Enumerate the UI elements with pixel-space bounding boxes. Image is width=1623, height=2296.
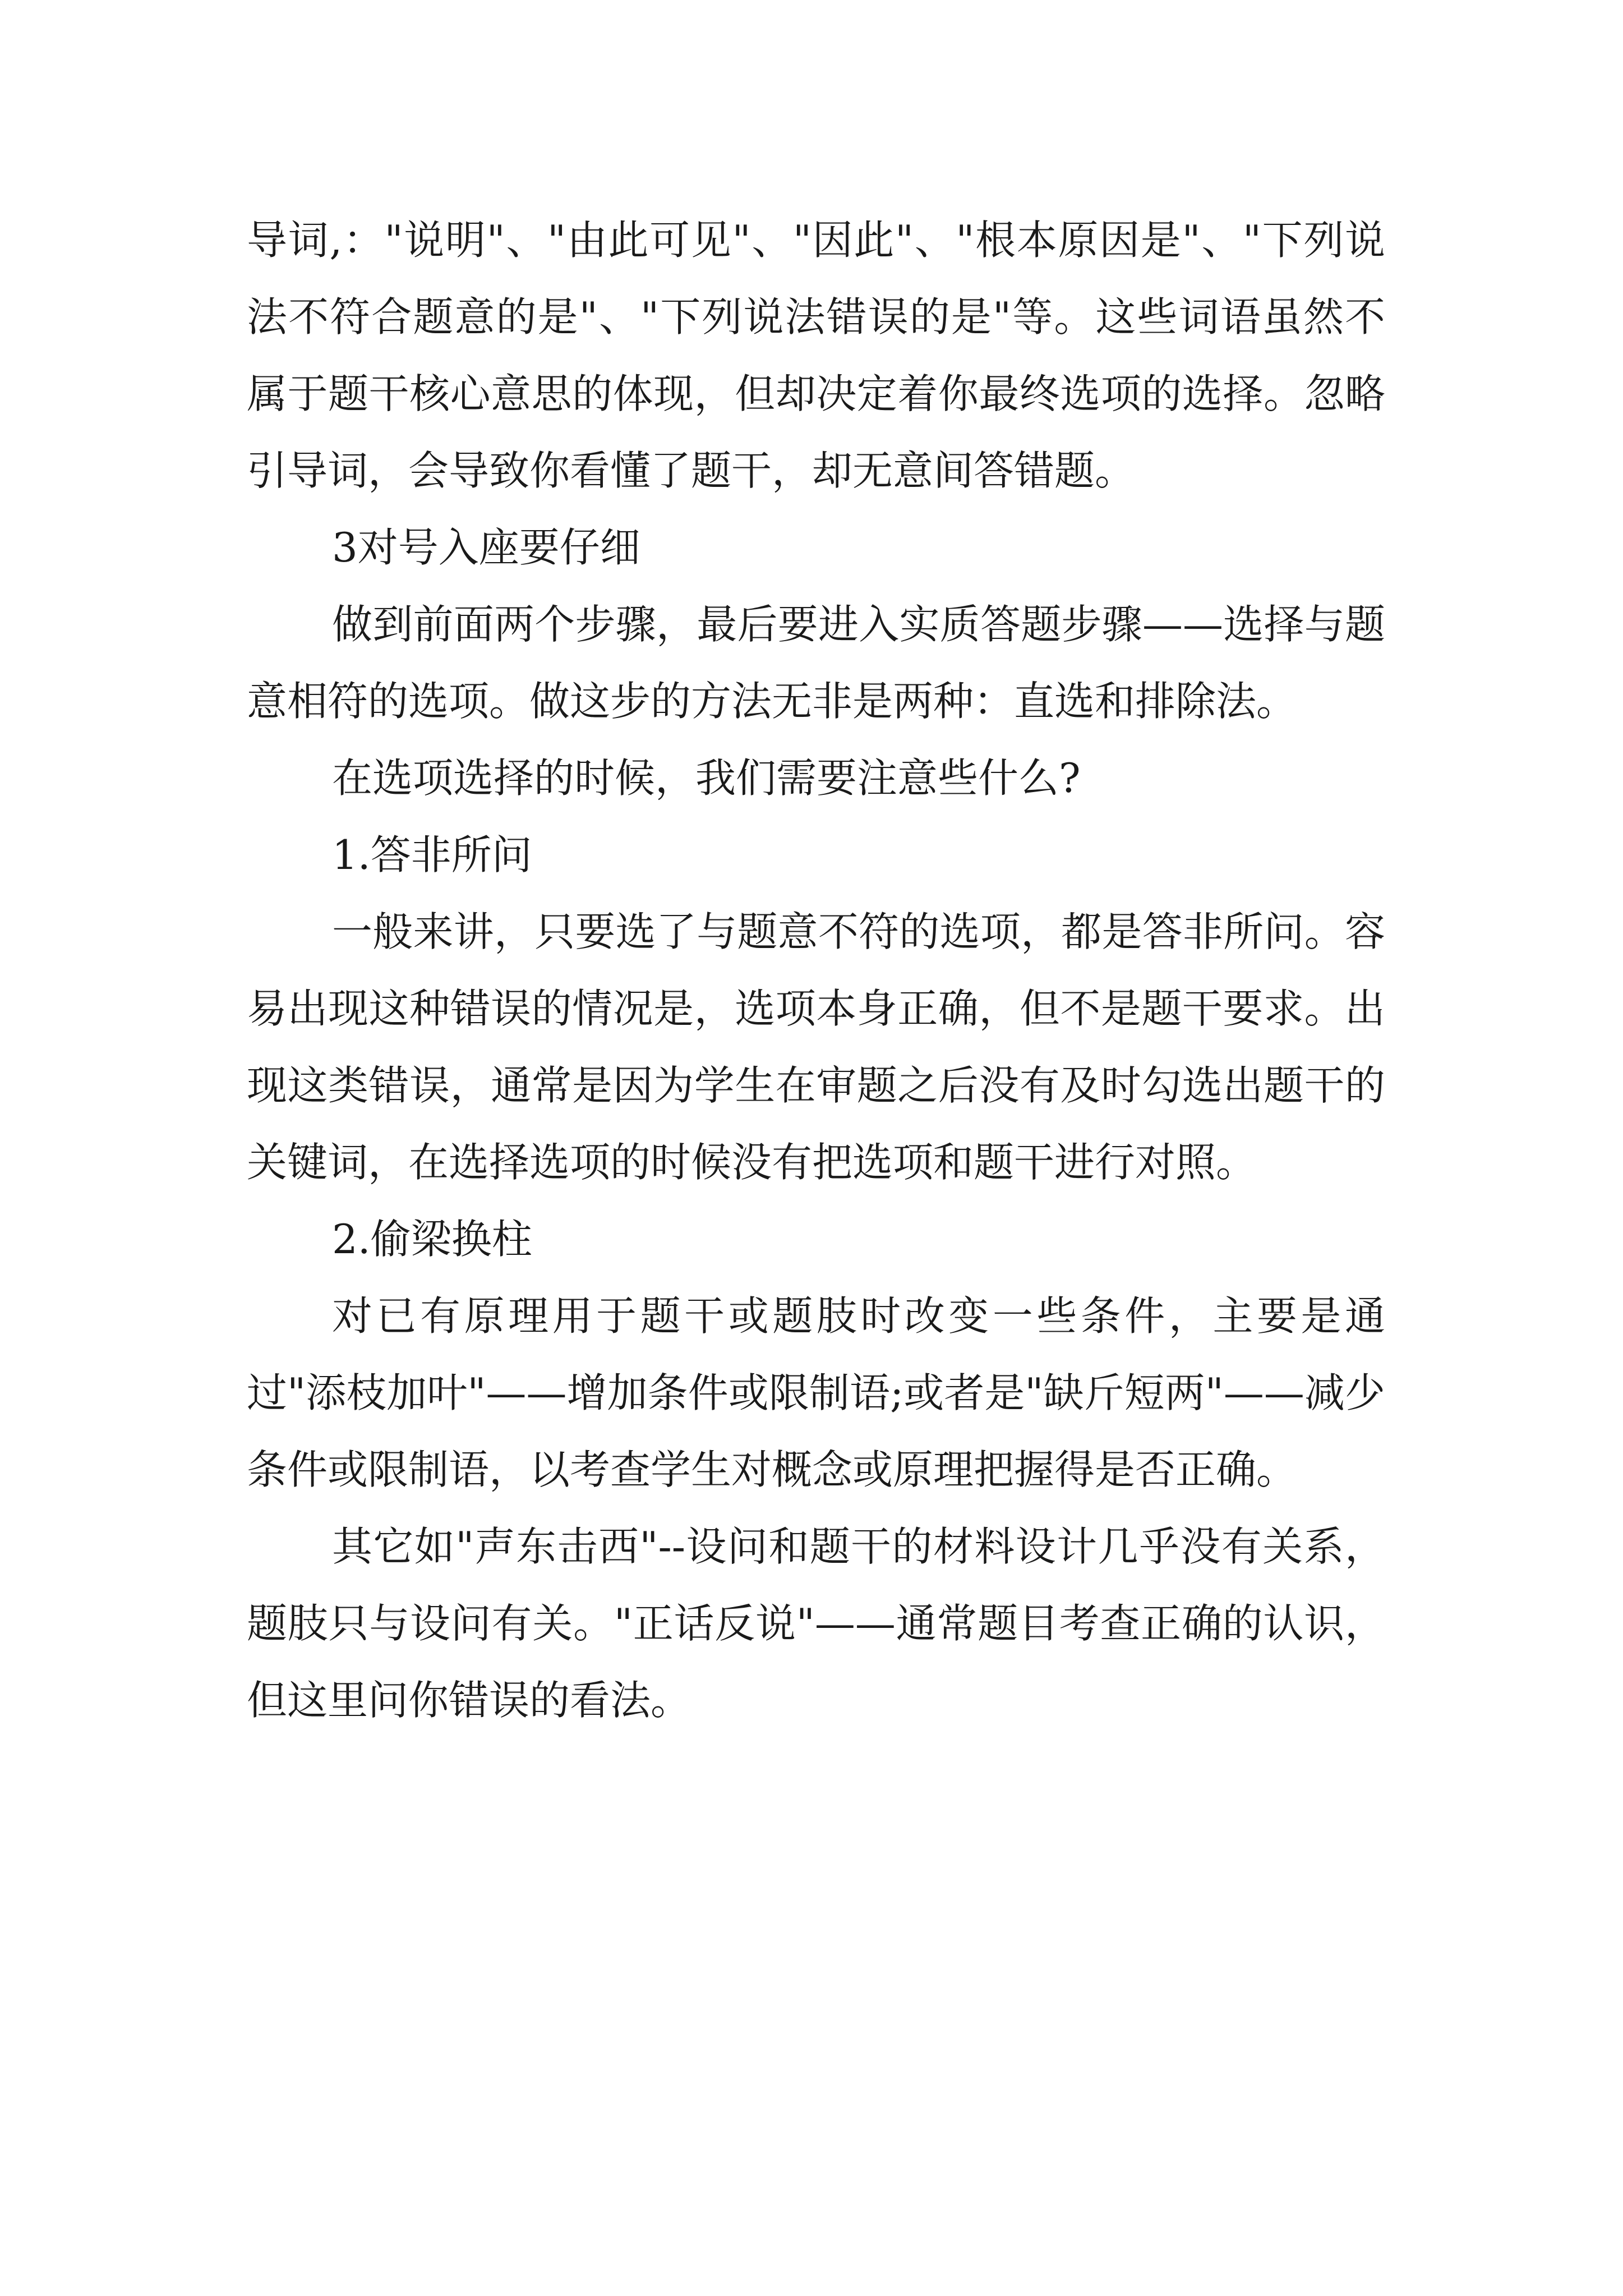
paragraph-question: 在选项选择的时候，我们需要注意些什么? (332, 754, 1081, 802)
heading-point-2: 2.偷梁换柱 (332, 1216, 532, 1263)
paragraph-other-examples: 其它如"声东击西"--设问和题干的材料设计几乎没有关系，题肢只与设问有关。"正话反说"——通常题目考查正确的认识，但这里问你错误的看法。 (247, 1523, 1385, 1724)
paragraph-lead-words: 导词,："说明"、"由此可见"、"因此"、"根本原因是"、"下列说法不符合题意的是"、"下列说法错误的是"等。这些词语虽然不属于题干核心意思的体现，但却决定着你最终选项的选择。忽略引导词，会导致你看懂了题干，却无意间答错题。 (247, 217, 1385, 494)
heading-point-1: 1.答非所问 (332, 831, 532, 878)
paragraph-point-2: 对已有原理用于题干或题肢时改变一些条件，主要是通过"添枝加叶"——增加条件或限制语;或者是"缺斤短两"——减少条件或限制语，以考查学生对概念或原理把握得是否正确。 (247, 1292, 1385, 1493)
paragraph-point-1: 一般来讲，只要选了与题意不符的选项，都是答非所问。容易出现这种错误的情况是，选项本身正确，但不是题干要求。出现这类错误，通常是因为学生在审题之后没有及时勾选出题干的关键词，在选择选项的时候没有把选项和题干进行对照。 (247, 908, 1385, 1186)
document-body (247, 202, 1385, 1739)
heading-step-3: 3对号入座要仔细 (332, 524, 640, 571)
paragraph-step-3-intro: 做到前面两个步骤，最后要进入实质答题步骤——选择与题意相符的选项。做这步的方法无非是两种：直选和排除法。 (247, 601, 1385, 725)
